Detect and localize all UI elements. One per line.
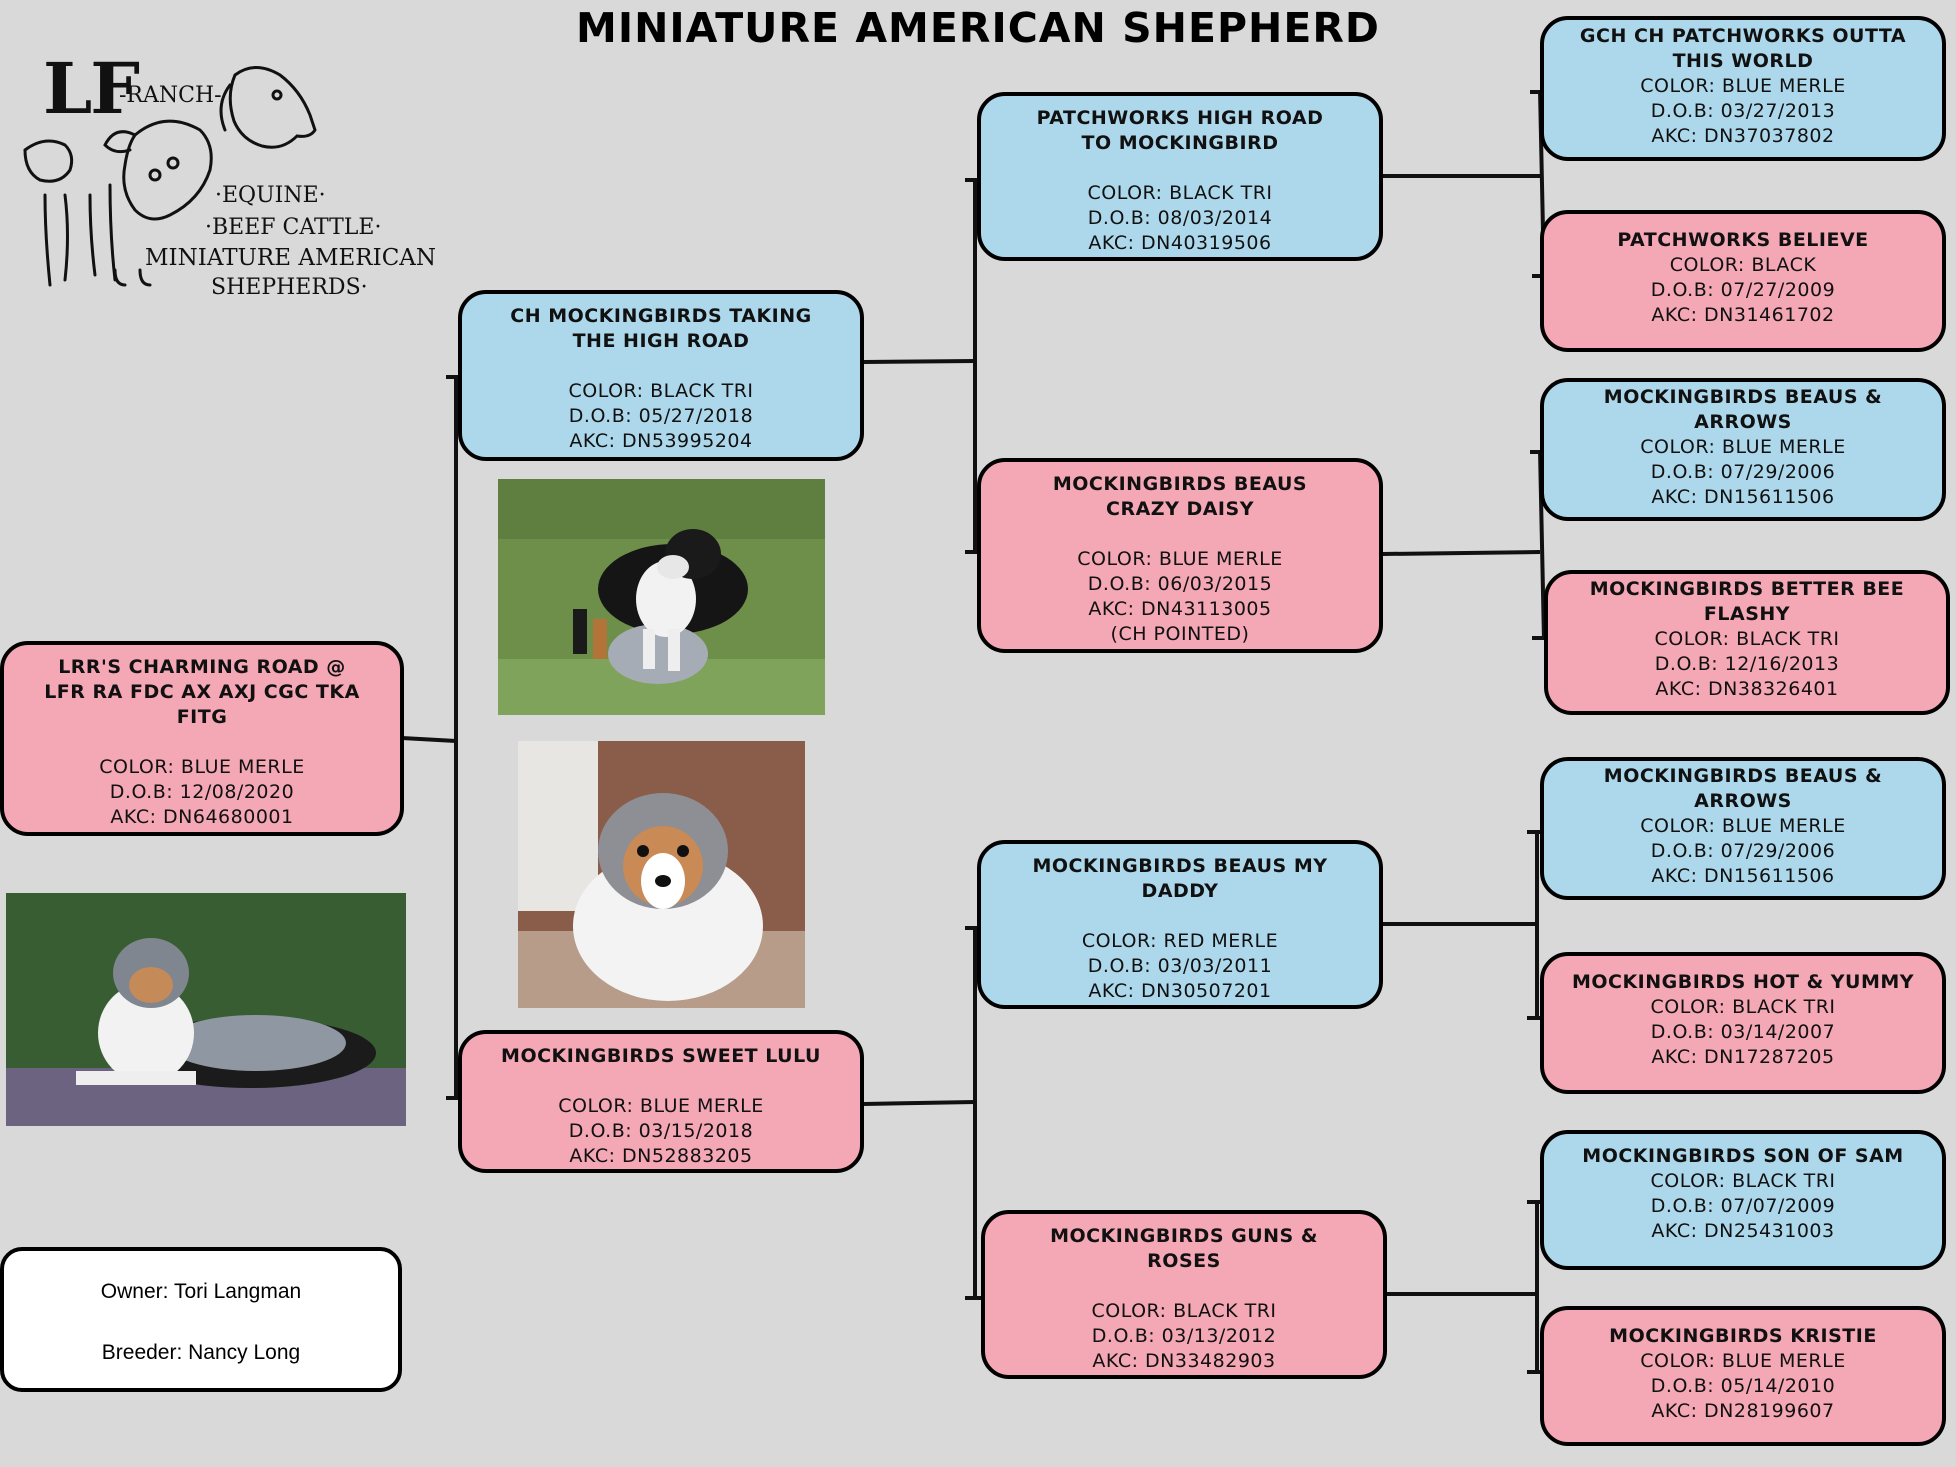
dog-name-line: CRAZY DAISY	[1106, 498, 1254, 520]
dog-name-line: FLASHY	[1703, 603, 1791, 625]
dog-dob: D.O.B: 03/13/2012	[1091, 1325, 1277, 1347]
dog-color: COLOR: BLUE MERLE	[1640, 815, 1846, 837]
dog-dob: D.O.B: 08/03/2014	[1087, 207, 1273, 229]
dog-card-dam-dam	[981, 1210, 1387, 1379]
dog-akc: AKC: DN64680001	[110, 806, 294, 828]
logo-line-4: SHEPHERDS·	[211, 275, 368, 300]
dog-color: COLOR: BLACK	[1669, 254, 1817, 276]
dog-dob: D.O.B: 05/14/2010	[1650, 1375, 1836, 1397]
dog-name-line: PATCHWORKS BELIEVE	[1617, 229, 1869, 251]
dog-dob: D.O.B: 07/29/2006	[1650, 840, 1836, 862]
dog-akc: AKC: DN53995204	[569, 430, 753, 452]
logo-line-2: ·BEEF CATTLE·	[205, 215, 382, 240]
sire-photo	[498, 479, 825, 715]
dog-color: COLOR: BLUE MERLE	[558, 1095, 764, 1117]
dog-dob: D.O.B: 05/27/2018	[568, 405, 754, 427]
dog-name-line: DADDY	[1141, 880, 1219, 902]
dog-name-line: LFR RA FDC AX AXJ CGC TKA	[44, 681, 360, 703]
dog-color: COLOR: BLUE MERLE	[1640, 436, 1846, 458]
dog-name-line: MOCKINGBIRDS BEAUS &	[1603, 765, 1883, 787]
owner-info-box	[0, 1247, 402, 1392]
dog-name-line: THE HIGH ROAD	[572, 330, 750, 352]
dog-card-sd-sire	[1540, 378, 1946, 521]
dog-card-ds-dam	[1540, 952, 1946, 1094]
dog-card-sire	[458, 290, 864, 461]
dog-name-line: ARROWS	[1694, 790, 1792, 812]
dog-akc: AKC: DN15611506	[1651, 865, 1835, 887]
dog-akc: AKC: DN31461702	[1651, 304, 1835, 326]
dog-dob: D.O.B: 07/07/2009	[1650, 1195, 1836, 1217]
dog-name-line: MOCKINGBIRDS GUNS &	[1050, 1225, 1318, 1247]
dog-color: COLOR: BLUE MERLE	[1077, 548, 1283, 570]
subject-photo-image	[6, 893, 406, 1126]
dog-akc: AKC: DN28199607	[1651, 1400, 1835, 1422]
dog-card-sire-dam	[977, 458, 1383, 653]
dog-name-line: THIS WORLD	[1672, 50, 1814, 72]
dog-dob: D.O.B: 03/15/2018	[568, 1120, 754, 1142]
dog-card-dam	[458, 1030, 864, 1173]
dog-akc: AKC: DN33482903	[1092, 1350, 1276, 1372]
dog-akc: AKC: DN38326401	[1655, 678, 1839, 700]
dog-name-line: FITG	[176, 706, 228, 728]
dog-dob: D.O.B: 07/27/2009	[1650, 279, 1836, 301]
dog-dob: D.O.B: 03/27/2013	[1650, 100, 1836, 122]
logo-line-3: MINIATURE AMERICAN	[145, 245, 437, 271]
dog-name-line: MOCKINGBIRDS SON OF SAM	[1582, 1145, 1904, 1167]
dog-color: COLOR: BLACK TRI	[1091, 1300, 1277, 1322]
dog-color: COLOR: BLACK TRI	[1654, 628, 1840, 650]
dog-dob: D.O.B: 03/03/2011	[1087, 955, 1273, 977]
dog-color: COLOR: BLUE MERLE	[99, 756, 305, 778]
dog-dob: D.O.B: 12/08/2020	[109, 781, 295, 803]
dog-card-subject	[0, 641, 404, 836]
dog-name-line: MOCKINGBIRDS KRISTIE	[1609, 1325, 1877, 1347]
dog-akc: AKC: DN30507201	[1088, 980, 1272, 1002]
dog-akc: AKC: DN15611506	[1651, 486, 1835, 508]
logo-ranch: -RANCH-	[119, 83, 222, 108]
dog-card-ss-dam	[1540, 210, 1946, 352]
dog-name-line: MOCKINGBIRDS BEAUS &	[1603, 386, 1883, 408]
logo-main: LF	[43, 47, 138, 130]
dog-name-line: ROSES	[1147, 1250, 1221, 1272]
dog-card-sd-dam	[1544, 570, 1950, 715]
dog-name-line: MOCKINGBIRDS BEAUS	[1052, 473, 1308, 495]
dog-dob: D.O.B: 06/03/2015	[1087, 573, 1273, 595]
dog-dob: D.O.B: 03/14/2007	[1650, 1021, 1836, 1043]
dog-akc: AKC: DN52883205	[569, 1145, 753, 1167]
dog-name-line: TO MOCKINGBIRD	[1081, 132, 1279, 154]
dog-card-ds-sire	[1540, 757, 1946, 900]
dog-color: COLOR: BLACK TRI	[568, 380, 754, 402]
dog-color: COLOR: BLACK TRI	[1650, 996, 1836, 1018]
sire-photo-image	[498, 479, 825, 715]
dog-card-dd-dam	[1540, 1306, 1946, 1446]
owner-text: Owner: Tori Langman	[100, 1280, 302, 1303]
subject-photo	[6, 893, 406, 1126]
dog-akc: AKC: DN37037802	[1651, 125, 1835, 147]
dog-card-ss-sire	[1540, 16, 1946, 161]
dog-akc: AKC: DN17287205	[1651, 1046, 1835, 1068]
dog-dob: D.O.B: 12/16/2013	[1654, 653, 1840, 675]
dog-name-line: MOCKINGBIRDS HOT & YUMMY	[1571, 971, 1915, 993]
dog-name-line: PATCHWORKS HIGH ROAD	[1036, 107, 1324, 129]
breeder-text: Breeder: Nancy Long	[101, 1341, 301, 1364]
logo-line-1: ·EQUINE·	[215, 183, 326, 208]
dog-name-line: MOCKINGBIRDS BEAUS MY	[1032, 855, 1328, 877]
dog-name-line: MOCKINGBIRDS SWEET LULU	[501, 1045, 821, 1067]
dog-name-line: GCH CH PATCHWORKS OUTTA	[1579, 25, 1907, 47]
dog-name-line: MOCKINGBIRDS BETTER BEE	[1589, 578, 1905, 600]
dog-name-line: CH MOCKINGBIRDS TAKING	[510, 305, 812, 327]
dog-akc: AKC: DN25431003	[1651, 1220, 1835, 1242]
dog-color: COLOR: BLACK TRI	[1650, 1170, 1836, 1192]
dam-photo	[518, 741, 805, 1008]
dog-color: COLOR: RED MERLE	[1081, 930, 1279, 952]
dog-color: COLOR: BLUE MERLE	[1640, 75, 1846, 97]
dog-card-dam-sire	[977, 840, 1383, 1009]
dog-note: (CH POINTED)	[1110, 623, 1250, 645]
dog-name-line: ARROWS	[1694, 411, 1792, 433]
dog-akc: AKC: DN40319506	[1088, 232, 1272, 254]
dog-card-dd-sire	[1540, 1130, 1946, 1270]
dog-akc: AKC: DN43113005	[1088, 598, 1272, 620]
dog-card-sire-sire	[977, 92, 1383, 261]
dog-color: COLOR: BLACK TRI	[1087, 182, 1273, 204]
dog-dob: D.O.B: 07/29/2006	[1650, 461, 1836, 483]
dam-photo-image	[518, 741, 805, 1008]
page-title: MINIATURE AMERICAN SHEPHERD	[576, 4, 1380, 52]
dog-color: COLOR: BLUE MERLE	[1640, 1350, 1846, 1372]
dog-name-line: LRR'S CHARMING ROAD @	[58, 656, 346, 678]
